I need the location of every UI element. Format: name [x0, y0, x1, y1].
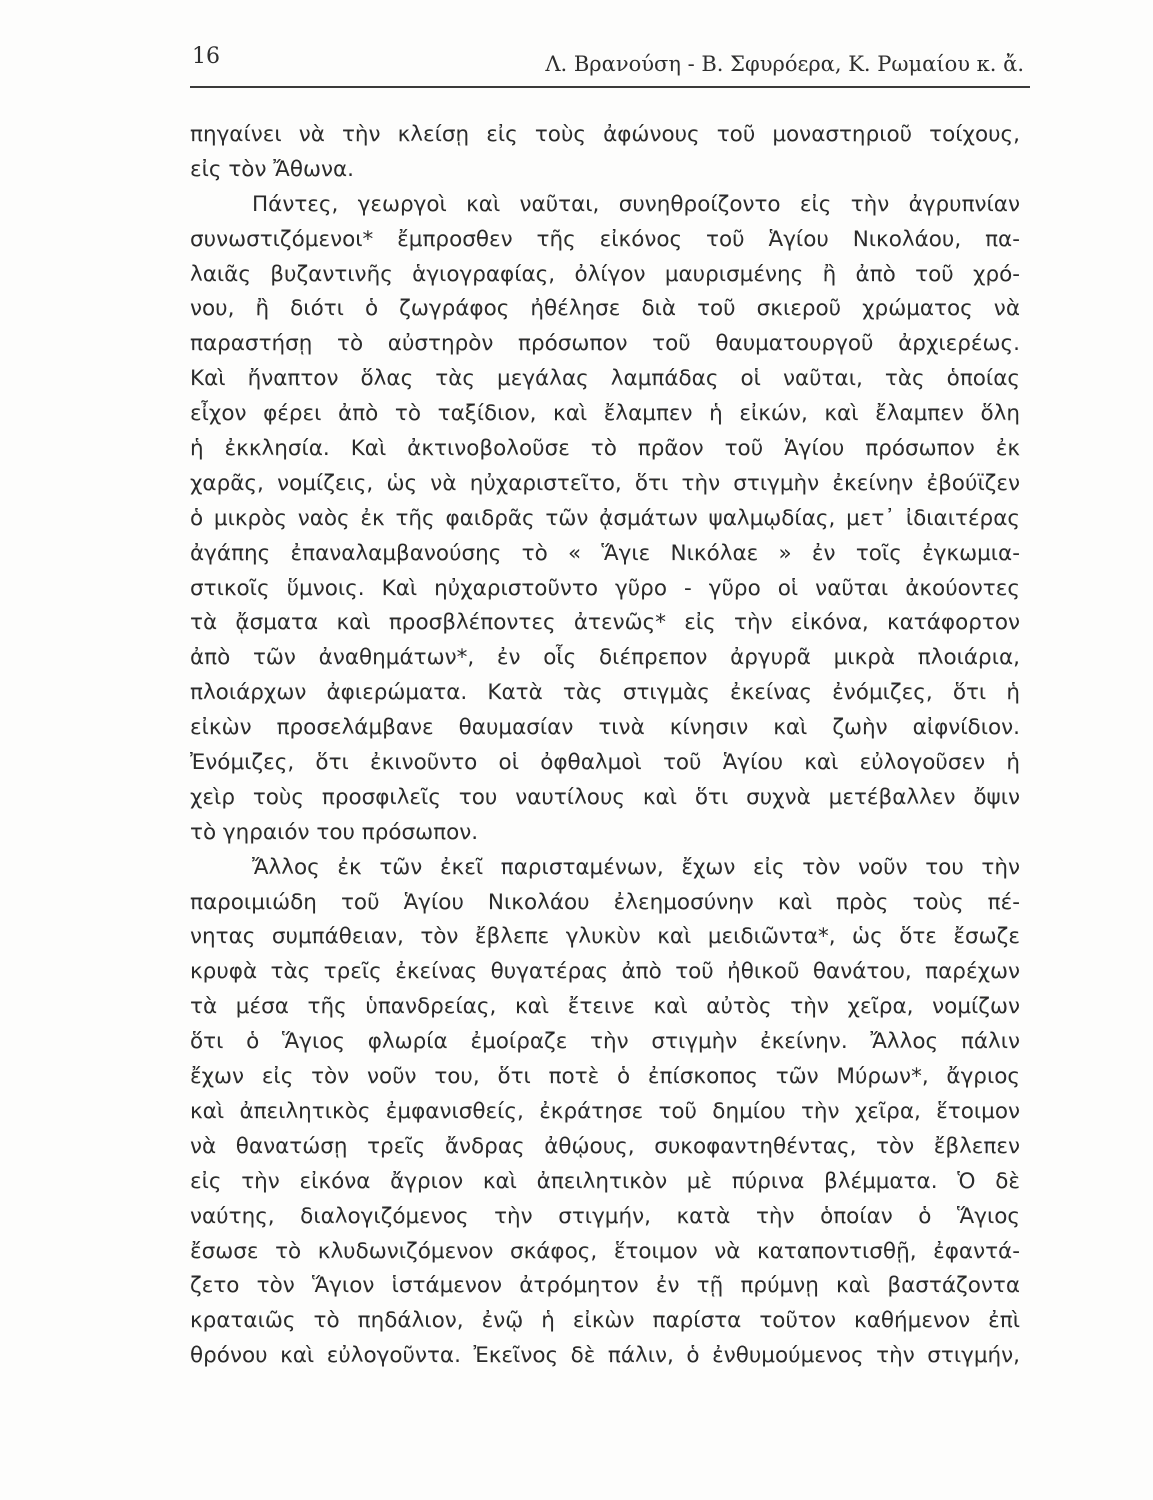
text-line: νου, ἢ διότι ὁ ζωγράφος ἠθέλησε διὰ τοῦ σκιεροῦ χρώματος νὰ	[190, 296, 1020, 322]
text-line: ἔσωσε τὸ κλυδωνιζόμενον σκάφος, ἕτοιμον νὰ καταποντισθῇ, ἐφαντά-	[190, 1238, 1020, 1264]
text-line: παραστήσῃ τὸ αὐστηρὸν πρόσωπον τοῦ θαυματουργοῦ ἀρχιερέως.	[190, 331, 1020, 357]
page-number: 16	[192, 44, 220, 69]
text-line: τὸ γηραιόν του πρόσωπον.	[190, 819, 479, 845]
text-line: εἶχον φέρει ἀπὸ τὸ ταξίδιον, καὶ ἔλαμπεν ἡ εἰκών, καὶ ἔλαμπεν ὅλη	[190, 401, 1020, 427]
running-head: Λ. Βρανούση - Β. Σφυρόερα, Κ. Ρωμαίου κ. ἄ.	[545, 52, 1024, 76]
text-line: ζετο τὸν Ἅγιον ἱστάμενον ἀτρόμητον ἐν τῇ πρύμνῃ καὶ βαστάζοντα	[190, 1273, 1020, 1299]
text-line: τὰ μέσα τῆς ὑπανδρείας, καὶ ἔτεινε καὶ αὐτὸς τὴν χεῖρα, νομίζων	[190, 994, 1020, 1020]
text-line: νητας συμπάθειαν, τὸν ἔβλεπε γλυκὺν καὶ μειδιῶντα*, ὡς ὅτε ἔσωζε	[190, 924, 1020, 950]
text-line: Πάντες, γεωργοὶ καὶ ναῦται, συνηθροίζοντο εἰς τὴν ἀγρυπνίαν	[252, 191, 1020, 217]
text-line: ἀγάπης ἐπαναλαμβανούσης τὸ « Ἅγιε Νικόλαε » ἐν τοῖς ἐγκωμια-	[190, 540, 1020, 566]
text-line: χαρᾶς, νομίζεις, ὡς νὰ ηὐχαριστεῖτο, ὅτι τὴν στιγμὴν ἐκείνην ἐβούϊζεν	[190, 470, 1020, 496]
text-line: πλοιάρχων ἀφιερώματα. Κατὰ τὰς στιγμὰς ἐκείνας ἐνόμιζες, ὅτι ἡ	[190, 680, 1020, 706]
text-line: ναύτης, διαλογιζόμενος τὴν στιγμήν, κατὰ τὴν ὁποίαν ὁ Ἅγιος	[190, 1203, 1020, 1229]
text-line: τὰ ᾄσματα καὶ προσβλέποντες ἀτενῶς* εἰς τὴν εἰκόνα, κατάφορτον	[190, 610, 1020, 636]
text-line: ἡ ἐκκλησία. Καὶ ἀκτινοβολοῦσε τὸ πρᾶον τοῦ Ἁγίου πρόσωπον ἐκ	[190, 436, 1020, 462]
text-line: κρυφὰ τὰς τρεῖς ἐκείνας θυγατέρας ἀπὸ τοῦ ἠθικοῦ θανάτου, παρέχων	[190, 959, 1020, 985]
text-line: θρόνου καὶ εὐλογοῦντα. Ἐκεῖνος δὲ πάλιν, ὁ ἐνθυμούμενος τὴν στιγμήν,	[190, 1343, 1020, 1369]
text-line: ὁ μικρὸς ναὸς ἐκ τῆς φαιδρᾶς τῶν ᾀσμάτων ψαλμῳδίας, μετ᾽ ἰδιαιτέρας	[190, 505, 1020, 531]
text-line: συνωστιζόμενοι* ἔμπροσθεν τῆς εἰκόνος τοῦ Ἁγίου Νικολάου, πα-	[190, 226, 1020, 252]
text-line: πηγαίνει νὰ τὴν κλείσῃ εἰς τοὺς ἀφώνους τοῦ μοναστηριοῦ τοίχους,	[190, 122, 1020, 147]
text-line: ἀπὸ τῶν ἀναθημάτων*, ἐν οἷς διέπρεπον ἀργυρᾶ μικρὰ πλοιάρια,	[190, 645, 1020, 671]
text-line: λαιᾶς βυζαντινῆς ἁγιογραφίας, ὀλίγον μαυρισμένης ἢ ἀπὸ τοῦ χρό-	[190, 261, 1020, 287]
text-line: ἔχων εἰς τὸν νοῦν του, ὅτι ποτὲ ὁ ἐπίσκοπος τῶν Μύρων*, ἄγριος	[190, 1064, 1020, 1090]
text-line: Καὶ ἤναπτον ὅλας τὰς μεγάλας λαμπάδας οἱ ναῦται, τὰς ὁποίας	[190, 366, 1020, 392]
header-rule	[190, 86, 1030, 88]
text-line: εἰς τὸν Ἄθωνα.	[190, 156, 355, 182]
page-header	[190, 44, 1030, 88]
text-line: Ἄλλος ἐκ τῶν ἐκεῖ παρισταμένων, ἔχων εἰς τὸν νοῦν του τὴν	[252, 854, 1020, 880]
body-text	[190, 118, 1020, 1374]
text-line: Ἐνόμιζες, ὅτι ἐκινοῦντο οἱ ὀφθαλμοὶ τοῦ Ἁγίου καὶ εὐλογοῦσεν ἡ	[190, 750, 1020, 776]
text-line: νὰ θανατώσῃ τρεῖς ἄνδρας ἀθῴους, συκοφαντηθέντας, τὸν ἔβλεπεν	[190, 1133, 1020, 1159]
text-line: κραταιῶς τὸ πηδάλιον, ἐνῷ ἡ εἰκὼν παρίστα τοῦτον καθήμενον ἐπὶ	[190, 1308, 1020, 1334]
text-line: ὅτι ὁ Ἅγιος φλωρία ἐμοίραζε τὴν στιγμὴν ἐκείνην. Ἄλλος πάλιν	[190, 1029, 1020, 1055]
text-line: παροιμιώδη τοῦ Ἁγίου Νικολάου ἐλεημοσύνην καὶ πρὸς τοὺς πέ-	[190, 889, 1020, 915]
text-line: εἰκὼν προσελάμβανε θαυμασίαν τινὰ κίνησιν καὶ ζωὴν αἰφνίδιον.	[190, 715, 1020, 741]
text-line: εἰς τὴν εἰκόνα ἄγριον καὶ ἀπειλητικὸν μὲ πύρινα βλέμματα. Ὁ δὲ	[190, 1168, 1020, 1194]
text-line: καὶ ἀπειλητικὸς ἐμφανισθείς, ἐκράτησε τοῦ δημίου τὴν χεῖρα, ἕτοιμον	[190, 1098, 1020, 1124]
text-line: χεὶρ τοὺς προσφιλεῖς του ναυτίλους καὶ ὅτι συχνὰ μετέβαλλεν ὄψιν	[190, 784, 1020, 810]
text-line: στικοῖς ὕμνοις. Καὶ ηὐχαριστοῦντο γῦρο - γῦρο οἱ ναῦται ἀκούοντες	[190, 575, 1020, 601]
